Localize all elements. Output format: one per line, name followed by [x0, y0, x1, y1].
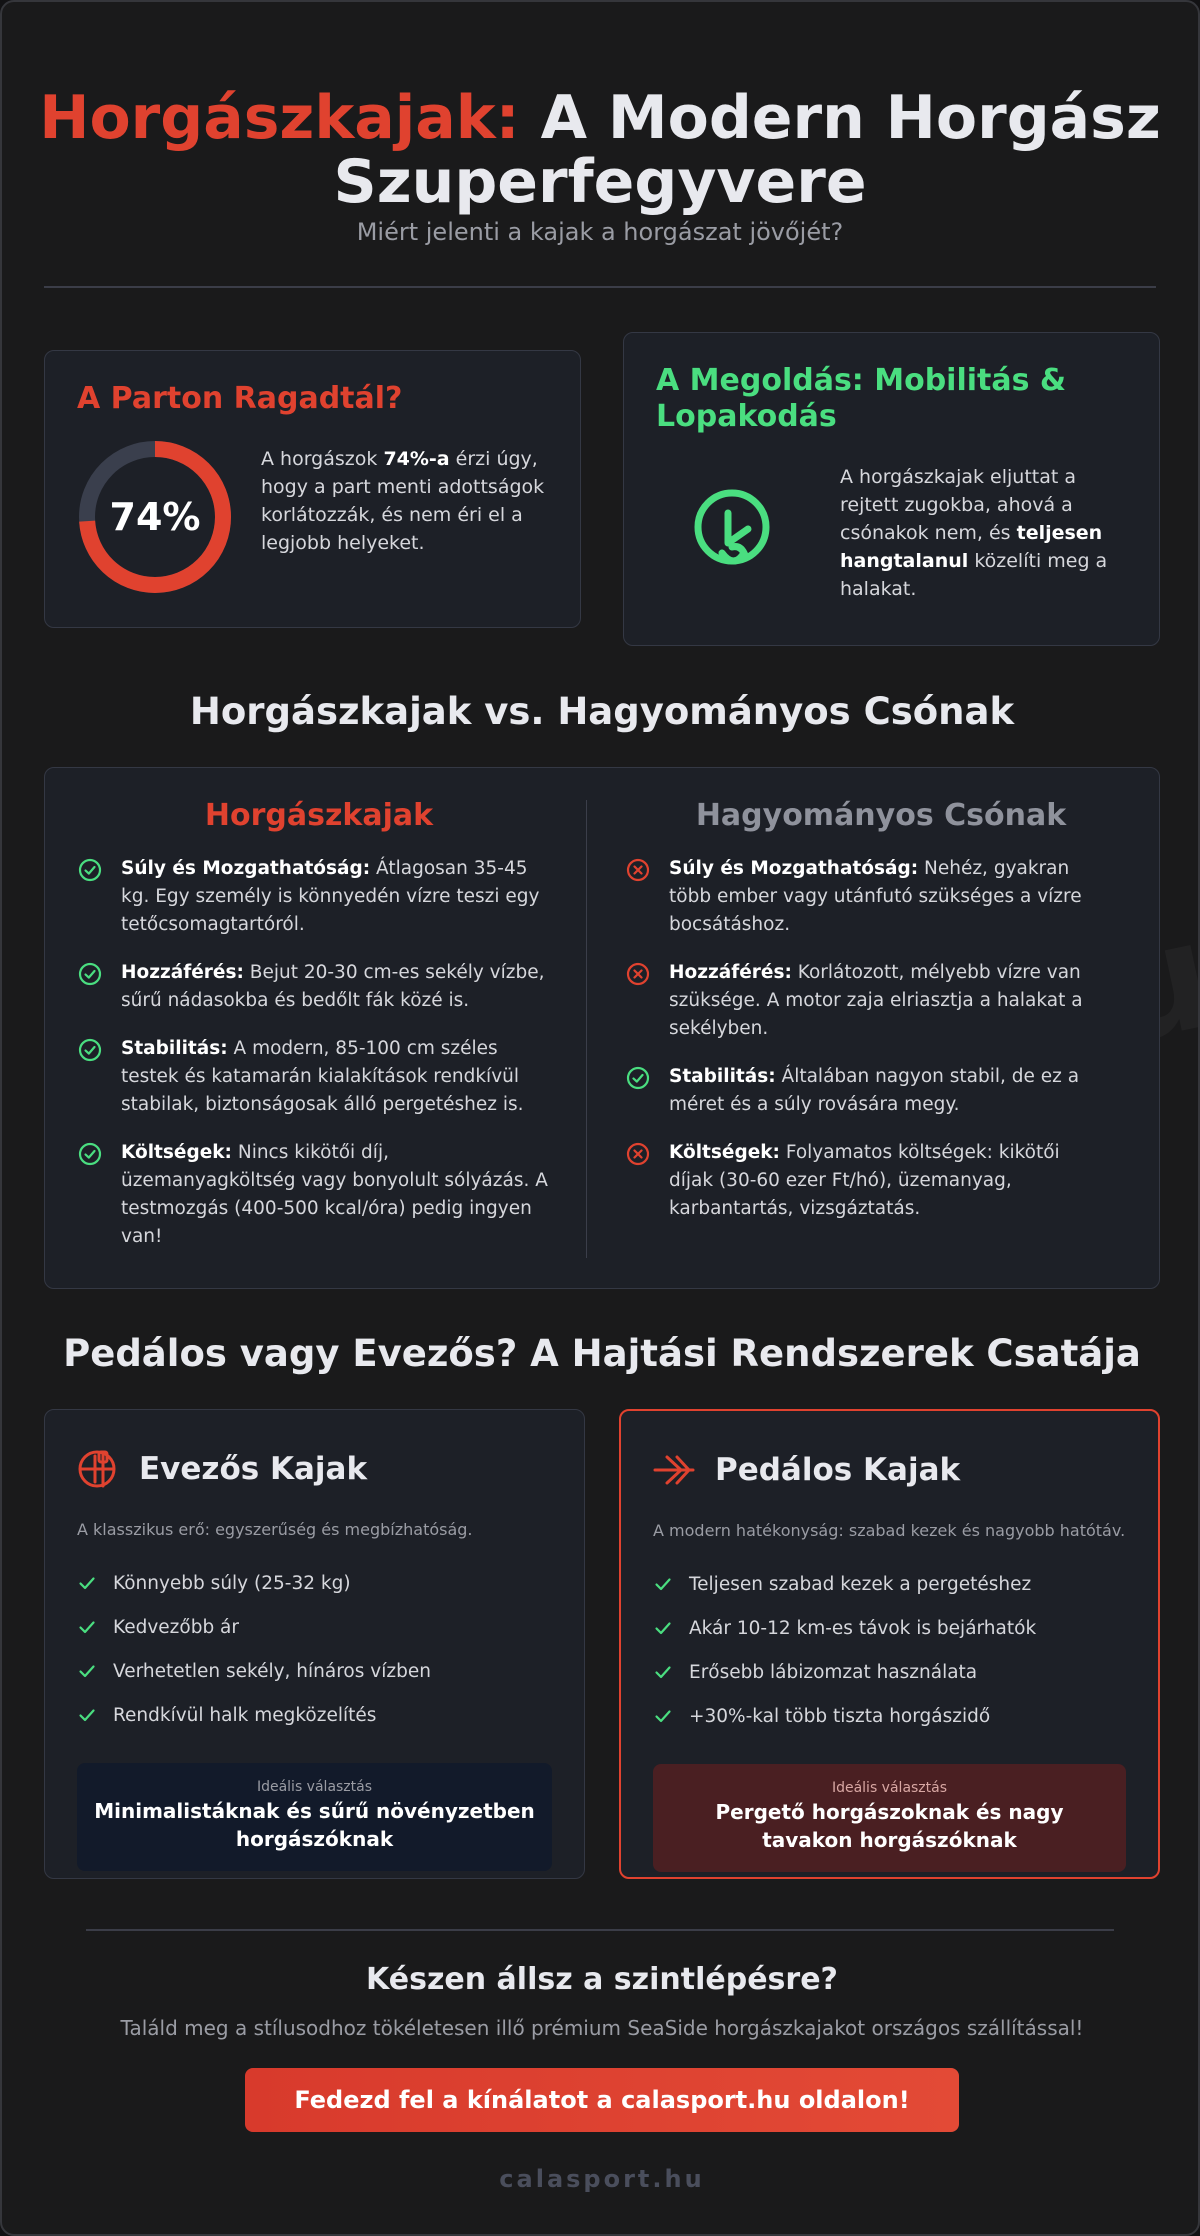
footer-divider — [86, 1929, 1114, 1931]
compare-col-boat — [585, 768, 1161, 1290]
boat-feature-label: Költségek: — [669, 1142, 780, 1163]
paddle-benefit-text: Kedvezőbb ár — [113, 1616, 240, 1638]
boat-feature-item — [625, 855, 1161, 939]
paddle-ideal-caption: Ideális választás — [256, 1779, 373, 1795]
compare-col-title-boat: Hagyományos Csónak — [695, 798, 1067, 833]
pedal-ideal-caption: Ideális választás — [831, 1780, 948, 1796]
compare-col-title-kayak: Horgászkajak — [204, 798, 434, 833]
checkmark-icon — [77, 1573, 97, 1593]
kayak-feature-text — [121, 855, 553, 939]
stat-label: 74% — [109, 495, 201, 539]
kayak-feature-detail: Átlagosan 35-45 kg. Egy személy is könnyedén vízre teszi egy tetőcsomagtartóról. — [121, 858, 540, 935]
pedal-benefit-item — [653, 1694, 1126, 1738]
check-circle-icon — [77, 1037, 103, 1063]
problem-text — [261, 445, 551, 557]
boat-feature-text — [669, 855, 1101, 939]
kayak-feature-item — [77, 1035, 585, 1119]
problem-card — [44, 350, 581, 628]
solution-text — [840, 463, 1130, 603]
cross-circle-icon — [625, 961, 651, 987]
boat-feature-detail: Általában nagyon stabil, de ez a méret és a súly rovására megy. — [669, 1066, 1080, 1115]
title-rest: A Modern Horgász Szuperfegyvere — [333, 83, 1161, 217]
paddle-ideal-text: Minimalistáknak és sűrű növényzetben horgászóknak — [94, 1799, 535, 1851]
kayak-feature-label: Hozzáférés: — [121, 962, 244, 983]
cta-title: Készen állsz a szintlépésre? — [366, 1962, 838, 1997]
checkmark-icon — [77, 1705, 97, 1725]
kayak-feature-label: Stabilitás: — [121, 1038, 228, 1059]
kayak-feature-item — [77, 1139, 585, 1251]
solution-card — [623, 332, 1160, 646]
pedal-benefit-text: Akár 10-12 km-es távok is bejárhatók — [689, 1617, 1037, 1639]
compare-col-kayak — [45, 768, 585, 1290]
problem-solution-row — [44, 332, 1156, 652]
kayak-feature-detail: Nincs kikötői díj, üzemanyagköltség vagy bonyolult sólyázás. A testmozgás (400-500 kcal/óra) pedig ingyen van! — [121, 1142, 548, 1247]
pedal-benefit-list — [653, 1562, 1126, 1738]
stat-donut — [77, 439, 233, 595]
paddle-card-subtitle: A klasszikus erő: egyszerűség és megbízhatóság. — [77, 1520, 473, 1539]
checkmark-icon — [653, 1662, 673, 1682]
solution-text-bold: teljesen hangtalanul — [840, 522, 1103, 572]
solution-text-b: közelíti meg a halakat. — [840, 550, 1108, 600]
pedal-ideal-text: Pergető horgászoknak és nagy tavakon horgászóknak — [715, 1800, 1064, 1852]
check-circle-icon — [77, 857, 103, 883]
solution-title: A Megoldás: Mobilitás & Lopakodás — [656, 363, 1067, 434]
paddle-benefit-item — [77, 1649, 552, 1693]
cross-circle-icon — [625, 1141, 651, 1167]
problem-text-a: A horgászok — [261, 448, 384, 470]
drive-section-title: Pedálos vagy Evezős? A Hajtási Rendszerek Csatája — [63, 1332, 1141, 1375]
boat-feature-detail: Korlátozott, mélyebb vízre van szüksége. A motor zaja elriasztja a halakat a sekélyben. — [669, 962, 1083, 1039]
solution-text-a: A horgászkajak eljuttat a rejtett zugokba, ahová a csónakok nem, és — [840, 466, 1076, 544]
kayak-feature-label: Költségek: — [121, 1142, 232, 1163]
boat-feature-detail: Folyamatos költségek: kikötői díjak (30-60 ezer Ft/hó), üzemanyag, karbantartás, vizsgáztatás. — [669, 1142, 1060, 1219]
kayak-feature-item — [77, 855, 585, 939]
boat-feature-item — [625, 1063, 1161, 1119]
kayak-feature-text — [121, 959, 553, 1015]
title-accent: Horgászkajak: — [39, 83, 520, 153]
hero-divider — [44, 286, 1156, 288]
compare-section-title: Horgászkajak vs. Hagyományos Csónak — [189, 690, 1015, 733]
kayak-feature-text — [121, 1035, 553, 1119]
paddle-ideal-box — [77, 1763, 552, 1871]
paddle-kayak-card — [44, 1409, 585, 1879]
paddle-card-header — [77, 1444, 552, 1494]
boat-feature-label: Stabilitás: — [669, 1066, 776, 1087]
pedal-ideal-box — [653, 1764, 1126, 1872]
paddle-benefit-list — [77, 1561, 552, 1737]
pedal-benefit-text: +30%-kal több tiszta horgászidő — [689, 1705, 991, 1727]
paddle-benefit-text: Könnyebb súly (25-32 kg) — [113, 1572, 351, 1594]
paddle-benefit-item — [77, 1561, 552, 1605]
paddle-benefit-text: Rendkívül halk megközelítés — [113, 1704, 377, 1726]
boat-feature-item — [625, 959, 1161, 1043]
propeller-icon — [653, 1449, 695, 1491]
pedal-benefit-item — [653, 1606, 1126, 1650]
cta-button[interactable]: Fedezd fel a kínálatot a calasport.hu oldalon! — [245, 2068, 959, 2132]
brand-footer: calasport.hu — [499, 2165, 705, 2193]
paddle-icon — [77, 1448, 119, 1490]
compare-card — [44, 767, 1160, 1289]
boat-feature-label: Súly és Mozgathatóság: — [669, 858, 919, 879]
checkmark-icon — [77, 1617, 97, 1637]
problem-title: A Parton Ragadtál? — [77, 381, 403, 416]
boat-feature-item — [625, 1139, 1161, 1223]
boat-feature-list — [625, 855, 1161, 1223]
check-circle-icon — [77, 1141, 103, 1167]
paddle-benefit-item — [77, 1605, 552, 1649]
pedal-benefit-text: Teljesen szabad kezek a pergetéshez — [689, 1573, 1032, 1595]
paddle-benefit-item — [77, 1693, 552, 1737]
pedal-card-header — [653, 1445, 1126, 1495]
paddle-card-title: Evezős Kajak — [139, 1451, 368, 1487]
boat-feature-label: Hozzáférés: — [669, 962, 792, 983]
problem-text-b: érzi úgy, hogy a part menti adottságok korlátozzák, és nem éri el a legjobb helyeket. — [261, 448, 545, 554]
pedal-card-subtitle: A modern hatékonyság: szabad kezek és nagyobb hatótáv. — [653, 1521, 1126, 1540]
pedal-benefit-item — [653, 1650, 1126, 1694]
checkmark-icon — [653, 1706, 673, 1726]
checkmark-icon — [653, 1574, 673, 1594]
pedal-kayak-card — [619, 1409, 1160, 1879]
boat-feature-detail: Nehéz, gyakran több ember vagy utánfutó szükséges a vízre bocsátáshoz. — [669, 858, 1082, 935]
kayak-icon — [682, 481, 782, 581]
check-circle-icon — [625, 1065, 651, 1091]
pedal-card-title: Pedálos Kajak — [715, 1452, 961, 1488]
kayak-feature-list — [77, 855, 585, 1251]
kayak-feature-label: Súly és Mozgathatóság: — [121, 858, 371, 879]
check-circle-icon — [77, 961, 103, 987]
pedal-benefit-item — [653, 1562, 1126, 1606]
problem-text-bold: 74%-a — [383, 448, 450, 470]
pedal-benefit-text: Erősebb lábizomzat használata — [689, 1661, 978, 1683]
cross-circle-icon — [625, 857, 651, 883]
kayak-feature-detail: Bejut 20-30 cm-es sekély vízbe, sűrű nádasokba és bedőlt fák közé is. — [121, 962, 545, 1011]
boat-feature-text — [669, 959, 1101, 1043]
boat-feature-text — [669, 1139, 1101, 1223]
checkmark-icon — [653, 1618, 673, 1638]
paddle-benefit-text: Verhetetlen sekély, hínáros vízben — [113, 1660, 431, 1682]
kayak-feature-item — [77, 959, 585, 1015]
boat-feature-text — [669, 1063, 1101, 1119]
cta-text: Találd meg a stílusodhoz tökéletesen illő prémium SeaSide horgászkajakot országos szállítással! — [120, 2016, 1084, 2040]
kayak-feature-text — [121, 1139, 553, 1251]
page-title — [2, 83, 1198, 217]
hero — [2, 2, 1198, 246]
checkmark-icon — [77, 1661, 97, 1681]
page-subtitle: Miért jelenti a kajak a horgászat jövőjét? — [356, 218, 844, 246]
kayak-feature-detail: A modern, 85-100 cm széles testek és katamarán kialakítások rendkívül stabilak, biztonságosak álló pergetéshez is. — [121, 1038, 524, 1115]
